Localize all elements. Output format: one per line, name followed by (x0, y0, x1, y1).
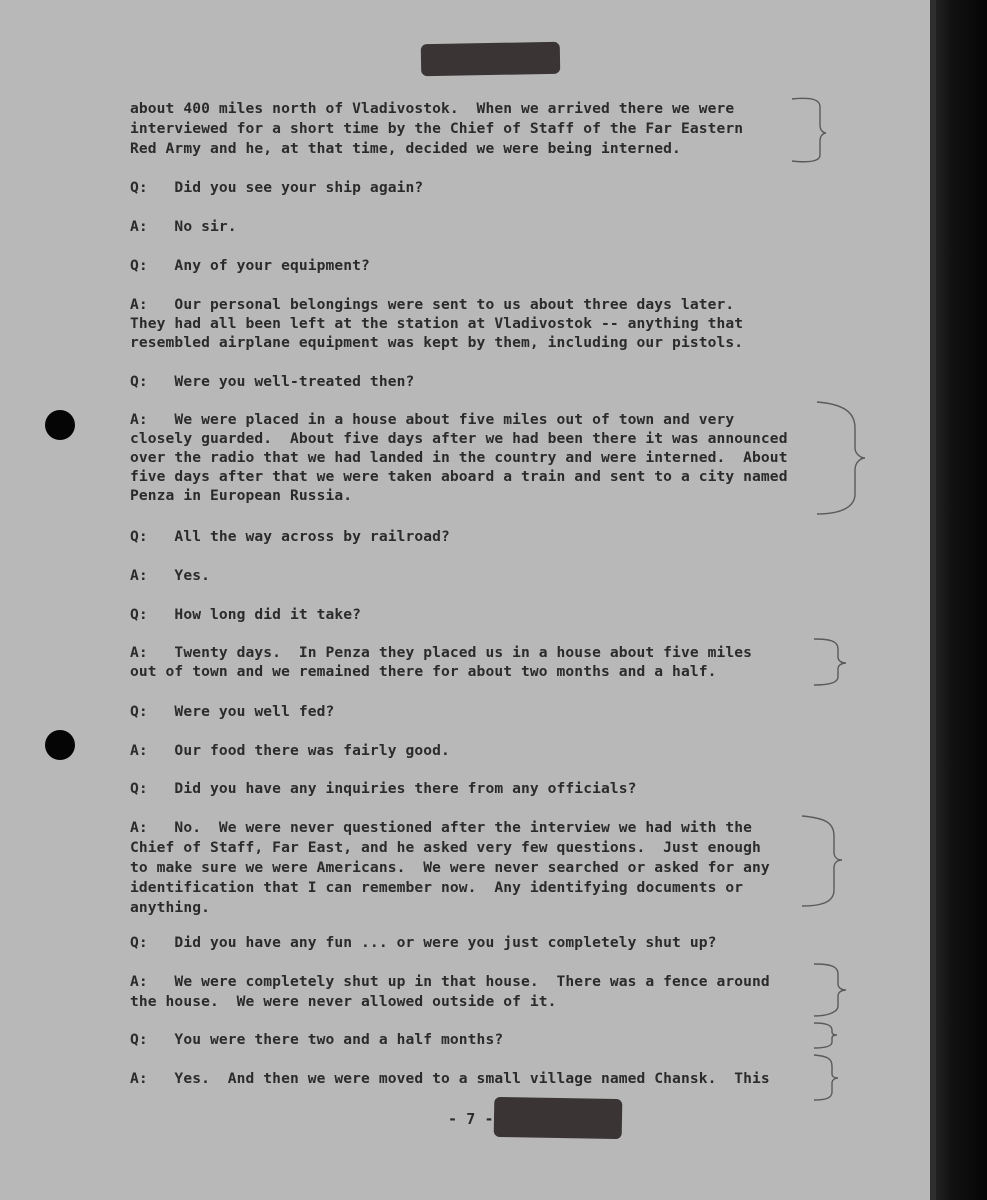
text-line: resembled airplane equipment was kept by them, including our pistols. (130, 334, 744, 351)
answer-line: A: Our food there was fairly good. (130, 742, 450, 759)
question-line: Q: You were there two and a half months? (130, 1031, 504, 1048)
answer-line: A: Our personal belongings were sent to us about three days later. (130, 296, 735, 313)
margin-bracket-2 (815, 398, 870, 518)
answer-line: A: No. We were never questioned after the interview we had with the (130, 819, 753, 836)
question-line: Q: All the way across by railroad? (130, 528, 450, 545)
margin-bracket-3 (812, 635, 852, 690)
question-line: Q: Did you see your ship again? (130, 179, 424, 196)
text-line: the house. We were never allowed outside of it. (130, 993, 557, 1010)
page-number: - 7 - (448, 1110, 494, 1128)
question-line: Q: Any of your equipment? (130, 257, 370, 274)
margin-bracket-5 (812, 960, 850, 1020)
answer-line: A: Twenty days. In Penza they placed us in a house about five miles (130, 644, 753, 661)
text-line: to make sure we were Americans. We were never searched or asked for any (130, 859, 770, 876)
text-line: Penza in European Russia. (130, 487, 353, 504)
answer-line: A: We were completely shut up in that house. There was a fence around (130, 973, 770, 990)
question-line: Q: Were you well-treated then? (130, 373, 415, 390)
question-line: Q: Did you have any fun ... or were you just completely shut up? (130, 934, 717, 951)
margin-bracket-6 (812, 1020, 842, 1050)
answer-line: A: No sir. (130, 218, 237, 235)
text-line: They had all been left at the station at Vladivostok -- anything that (130, 315, 744, 332)
text-line: out of town and we remained there for about two months and a half. (130, 663, 717, 680)
text-line: closely guarded. About five days after we had been there it was announced (130, 430, 788, 447)
question-line: Q: Did you have any inquiries there from any officials? (130, 780, 637, 797)
text-line: five days after that we were taken aboard a train and sent to a city named (130, 468, 788, 485)
text-line: over the radio that we had landed in the country and were interned. About (130, 449, 788, 466)
answer-line: A: We were placed in a house about five miles out of town and very (130, 411, 735, 428)
page-edge-background (930, 0, 987, 1200)
margin-bracket-7 (812, 1052, 842, 1104)
answer-line: A: Yes. (130, 567, 210, 584)
text-line: identification that I can remember now. Any identifying documents or (130, 879, 744, 896)
text-line: about 400 miles north of Vladivostok. When we arrived there we were (130, 100, 735, 117)
text-line: anything. (130, 899, 210, 916)
margin-bracket-1 (790, 95, 830, 165)
margin-bracket-4 (800, 812, 845, 910)
question-line: Q: How long did it take? (130, 606, 362, 623)
text-line: Red Army and he, at that time, decided we were being interned. (130, 140, 681, 157)
question-line: Q: Were you well fed? (130, 703, 335, 720)
text-line: Chief of Staff, Far East, and he asked very few questions. Just enough (130, 839, 761, 856)
text-line: interviewed for a short time by the Chief of Staff of the Far Eastern (130, 120, 744, 137)
answer-line: A: Yes. And then we were moved to a small village named Chansk. This (130, 1070, 770, 1087)
